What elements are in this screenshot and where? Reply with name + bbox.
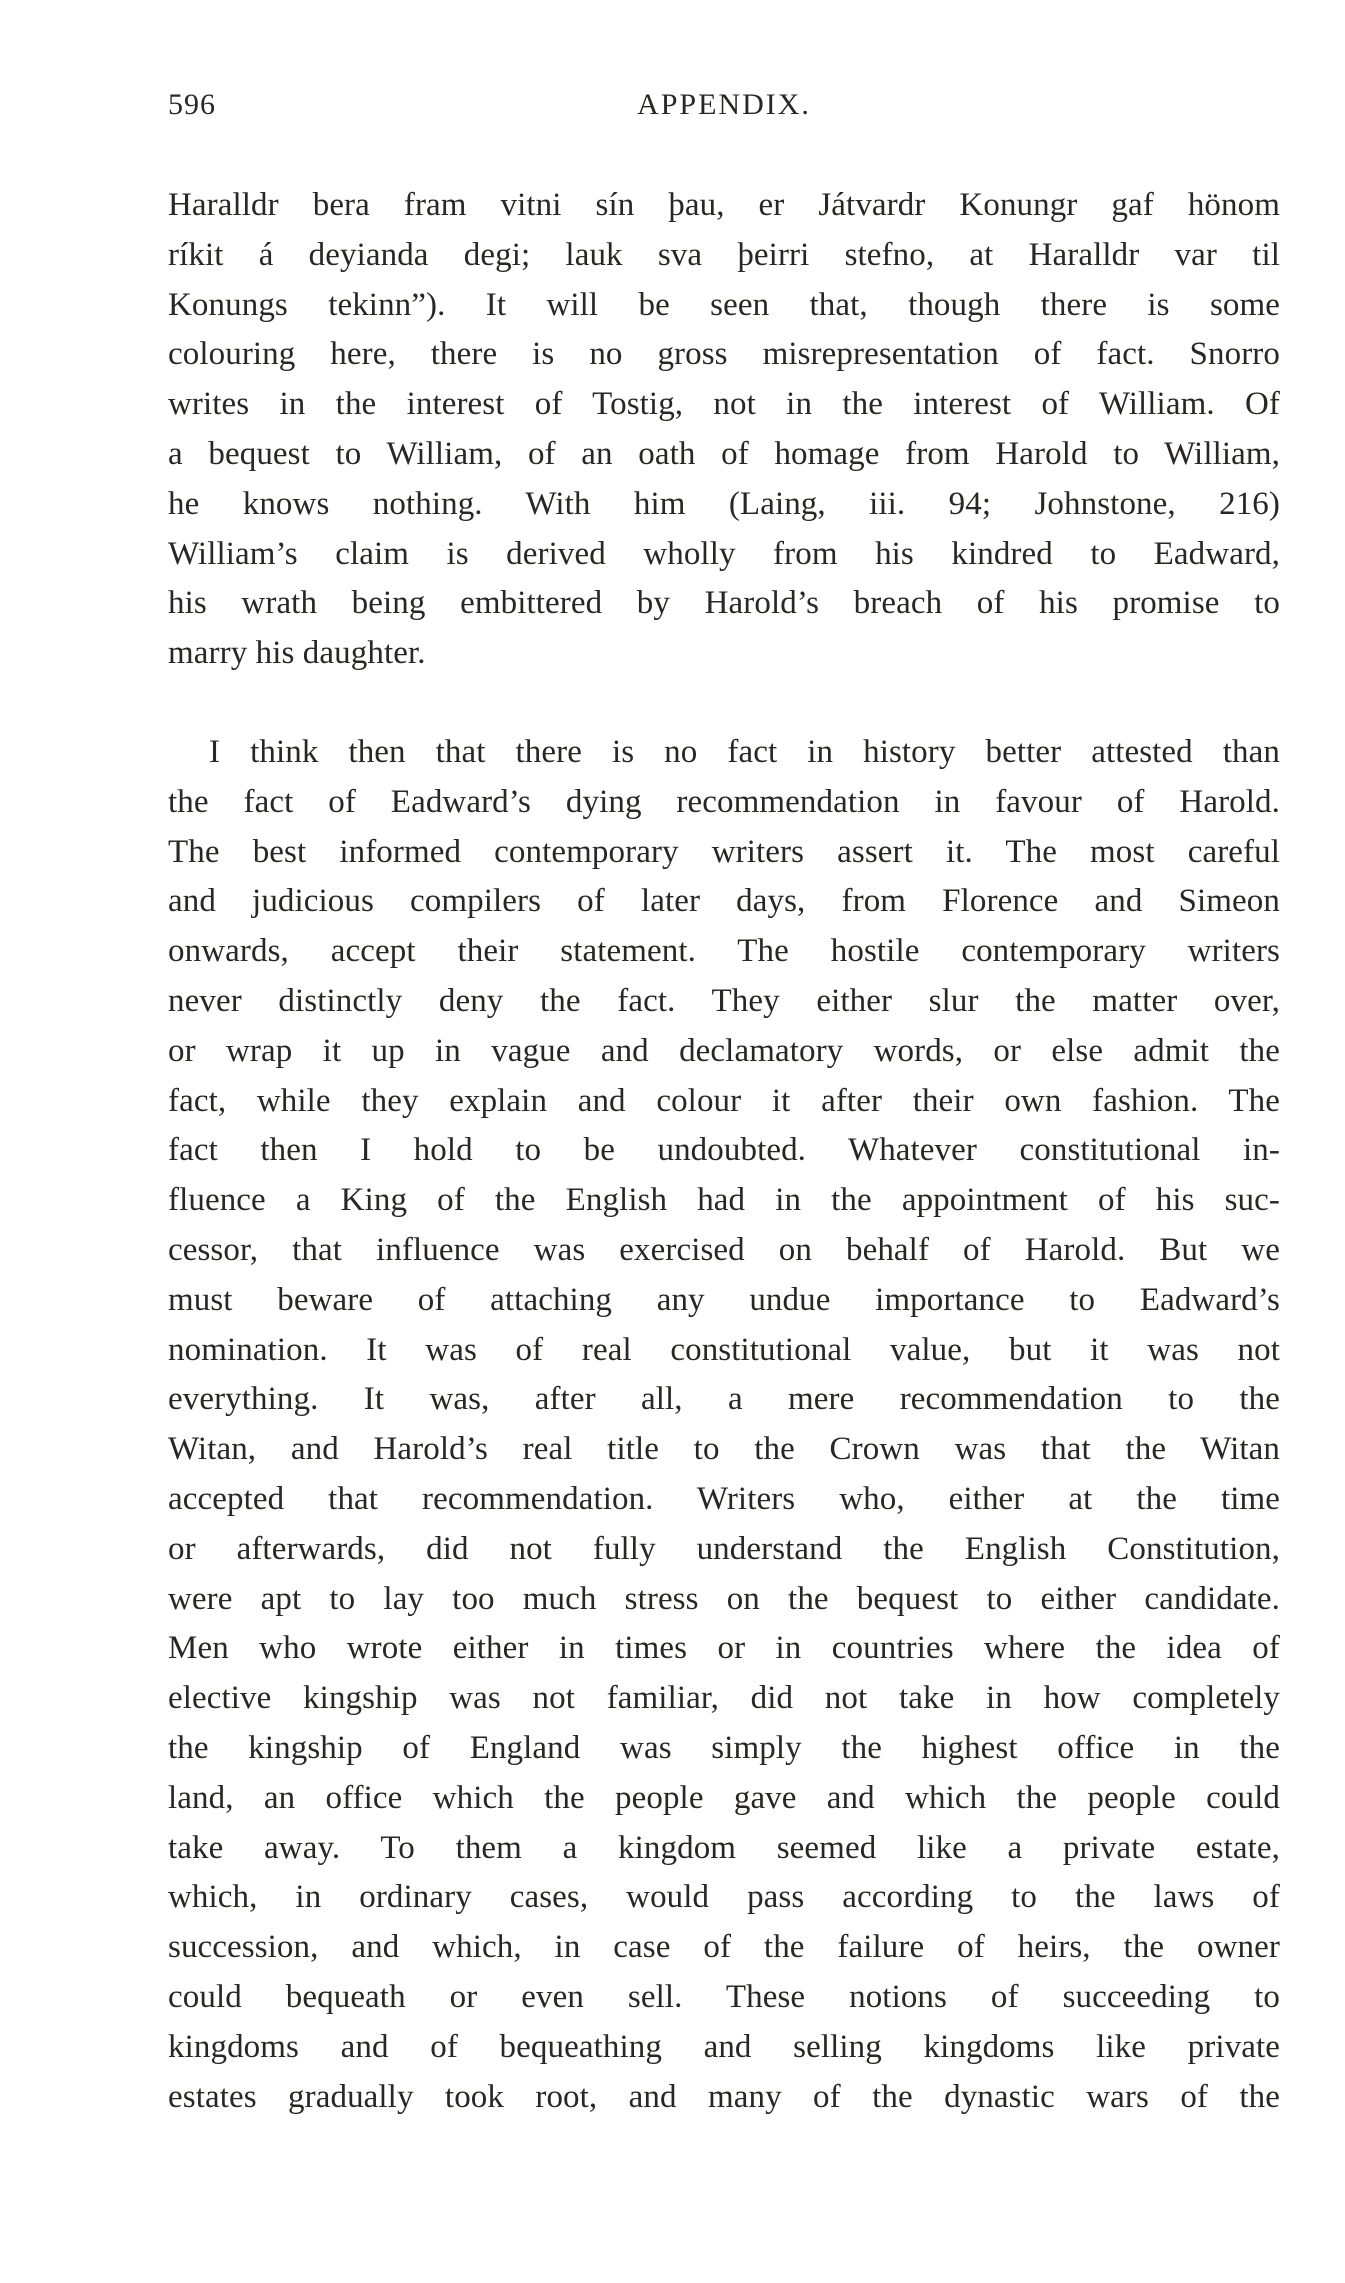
text-line: and judicious compilers of later days, from Florence and Simeon xyxy=(168,883,1280,920)
text-line: or wrap it up in vague and declamatory words, or else admit the xyxy=(168,1032,1280,1069)
text-line: were apt to lay too much stress on the bequest to either candidate. xyxy=(168,1580,1280,1617)
text-line: fact then I hold to be undoubted. Whatever constitutional in- xyxy=(168,1132,1280,1169)
text-line: Witan, and Harold’s real title to the Crown was that the Witan xyxy=(168,1431,1280,1468)
text-line: Konungs tekinn”). It will be seen that, though there is some xyxy=(168,286,1280,323)
running-title: APPENDIX. xyxy=(637,88,811,121)
text-line: I think then that there is no fact in history better attested than xyxy=(209,734,1280,770)
text-line: he knows nothing. With him (Laing, iii. 94; Johnstone, 216) xyxy=(168,485,1280,522)
text-line: colouring here, there is no gross misrepresentation of fact. Snorro xyxy=(168,336,1280,373)
page-number: 596 xyxy=(168,88,216,121)
text-line: The best informed contemporary writers assert it. The most careful xyxy=(168,833,1280,870)
text-line: a bequest to William, of an oath of homage from Harold to William, xyxy=(168,435,1280,472)
text-line: everything. It was, after all, a mere recommendation to the xyxy=(168,1381,1280,1418)
paragraph-2 xyxy=(168,728,1280,2122)
text-line: could bequeath or even sell. These notions of succeeding to xyxy=(168,1978,1280,2015)
text-line: cessor, that influence was exercised on behalf of Harold. But we xyxy=(168,1231,1280,1268)
text-line: accepted that recommendation. Writers who, either at the time xyxy=(168,1480,1280,1517)
text-line: fact, while they explain and colour it after their own fashion. The xyxy=(168,1082,1280,1119)
text-line: Haralldr bera fram vitni sín þau, er Játvardr Konungr gaf hönom xyxy=(168,187,1280,223)
text-line: estates gradually took root, and many of the dynastic wars of the xyxy=(168,2078,1280,2115)
paragraph-1 xyxy=(168,181,1280,679)
text-line: his wrath being embittered by Harold’s breach of his promise to xyxy=(168,585,1280,622)
text-line: succession, and which, in case of the failure of heirs, the owner xyxy=(168,1929,1280,1966)
text-line: never distinctly deny the fact. They either slur the matter over, xyxy=(168,982,1280,1019)
text-line: land, an office which the people gave and which the people could xyxy=(168,1779,1280,1816)
text-line: Men who wrote either in times or in countries where the idea of xyxy=(168,1630,1280,1667)
text-line: or afterwards, did not fully understand the English Constitution, xyxy=(168,1530,1280,1567)
text-line: elective kingship was not familiar, did not take in how completely xyxy=(168,1680,1280,1717)
text-line: nomination. It was of real constitutional value, but it was not xyxy=(168,1331,1280,1368)
text-line: writes in the interest of Tostig, not in the interest of William. Of xyxy=(168,386,1280,423)
text-line: fluence a King of the English had in the appointment of his suc- xyxy=(168,1182,1280,1219)
text-line: must beware of attaching any undue importance to Eadward’s xyxy=(168,1281,1280,1318)
text-line: which, in ordinary cases, would pass according to the laws of xyxy=(168,1879,1280,1916)
text-line: onwards, accept their statement. The hostile contemporary writers xyxy=(168,933,1280,970)
text-line: kingdoms and of bequeathing and selling kingdoms like private xyxy=(168,2028,1280,2065)
text-line: the fact of Eadward’s dying recommendation in favour of Harold. xyxy=(168,783,1280,820)
text-line: marry his daughter. xyxy=(168,635,426,672)
text-line: take away. To them a kingdom seemed like a private estate, xyxy=(168,1829,1280,1866)
text-line: William’s claim is derived wholly from his kindred to Eadward, xyxy=(168,535,1280,572)
text-line: ríkit á deyianda degi; lauk sva þeirri stefno, at Haralldr var til xyxy=(168,236,1280,273)
running-head xyxy=(168,88,1280,128)
text-line: the kingship of England was simply the highest office in the xyxy=(168,1729,1280,1766)
